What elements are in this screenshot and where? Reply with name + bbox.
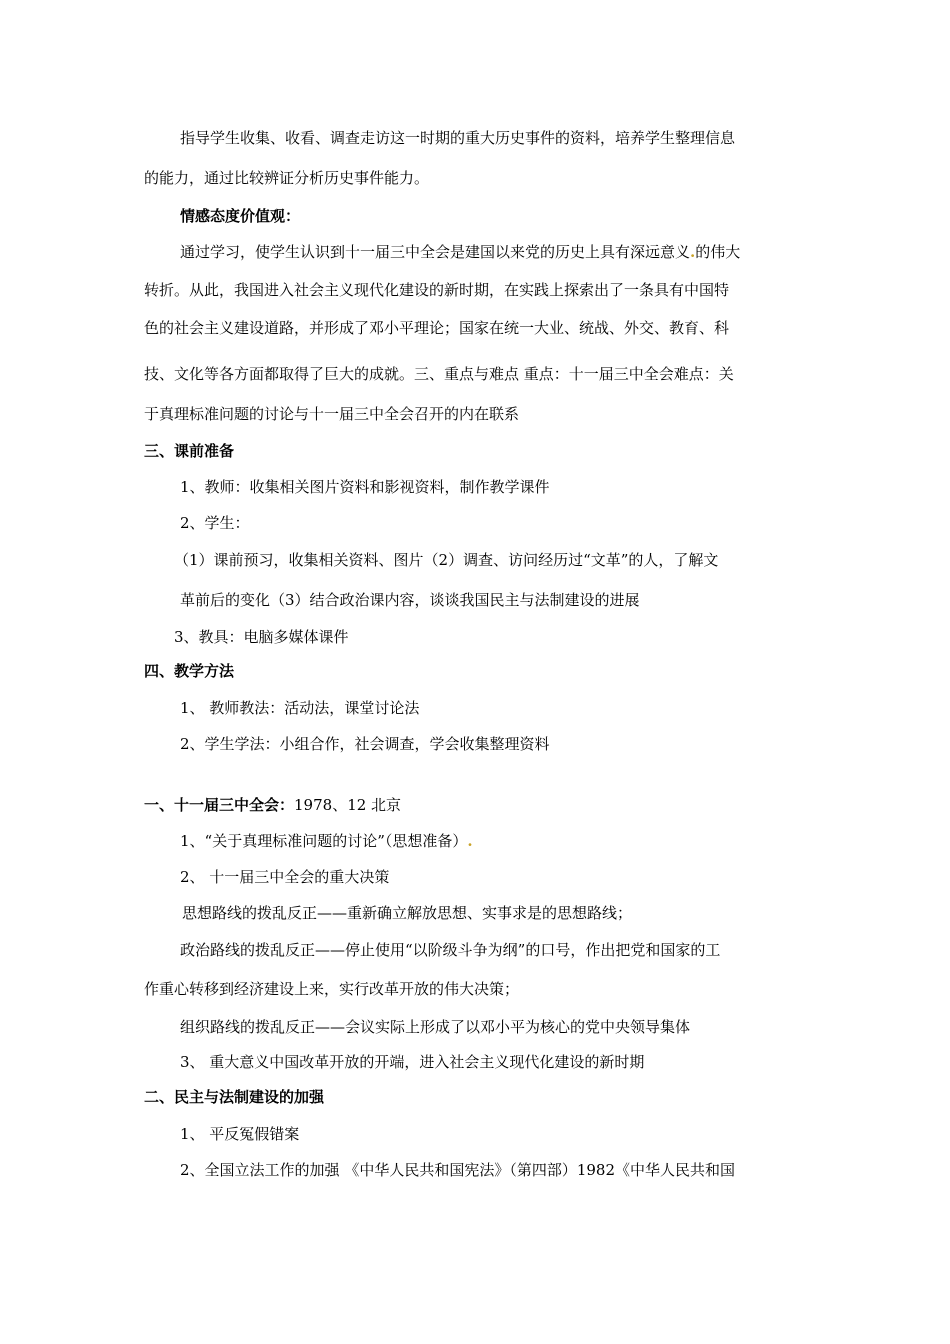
- list-item: 1、 教师教法：活动法，课堂讨论法: [180, 699, 420, 717]
- paragraph-line: 作重心转移到经济建设上来，实行改革开放的伟大决策；: [144, 980, 520, 998]
- paragraph-text: 的伟大: [695, 243, 741, 261]
- section-heading-democracy: 二、民主与法制建设的加强: [144, 1088, 325, 1106]
- section-heading-plenum: [144, 795, 401, 815]
- paragraph-line: 的能力，通过比较辨证分析历史事件能力。: [144, 169, 430, 187]
- paragraph-line: 色的社会主义建设道路，并形成了邓小平理论；国家在统一大业、统战、外交、教育、科: [144, 319, 730, 337]
- list-item: 1、教师：收集相关图片资料和影视资料，制作教学课件: [180, 478, 550, 496]
- highlight-mark: .: [467, 832, 473, 850]
- list-item: 2、学生学法：小组合作，社会调查，学会收集整理资料: [180, 735, 550, 753]
- paragraph-text: 通过学习，使学生认识到十一届三中全会是建国以来党的历史上具有深远意义: [180, 243, 691, 261]
- heading-text: 一、十一届三中全会：: [144, 796, 295, 814]
- paragraph-line: [180, 242, 740, 262]
- paragraph-line: 于真理标准问题的讨论与十一届三中全会召开的内在联系: [144, 405, 520, 423]
- highlight-mark: .: [690, 243, 696, 261]
- list-item: 2、学生：: [180, 514, 250, 532]
- paragraph-line: （1）课前预习，收集相关资料、图片（2）调查、访问经历过“文革”的人，了解文: [174, 551, 719, 569]
- list-item: 2、 十一届三中全会的重大决策: [180, 868, 390, 886]
- section-heading-attitude: 情感态度价值观：: [180, 207, 301, 225]
- heading-detail: 1978、12 北京: [294, 796, 402, 814]
- paragraph-line: 技、文化等各方面都取得了巨大的成就。三、重点与难点 重点：十一届三中全会难点：关: [144, 365, 734, 383]
- list-item: 3、教具：电脑多媒体课件: [174, 628, 349, 646]
- section-heading-methods: 四、教学方法: [144, 662, 235, 680]
- paragraph-line: 思想路线的拨乱反正——重新确立解放思想、实事求是的思想路线；: [182, 904, 633, 922]
- paragraph-line: 组织路线的拨乱反正——会议实际上形成了以邓小平为核心的党中央领导集体: [180, 1018, 691, 1036]
- list-item: [180, 831, 473, 851]
- list-item: 1、 平反冤假错案: [180, 1125, 300, 1143]
- paragraph-line: 转折。从此，我国进入社会主义现代化建设的新时期，在实践上探索出了一条具有中国特: [144, 281, 730, 299]
- list-item-text: 1、“关于真理标准问题的讨论”（思想准备）: [180, 832, 468, 850]
- paragraph-line: 革前后的变化（3）结合政治课内容，谈谈我国民主与法制建设的进展: [180, 591, 640, 609]
- list-item: 3、 重大意义中国改革开放的开端，进入社会主义现代化建设的新时期: [180, 1053, 645, 1071]
- list-item: 2、全国立法工作的加强 《中华人民共和国宪法》（第四部）1982《中华人民共和国: [180, 1161, 735, 1179]
- paragraph-line: 政治路线的拨乱反正——停止使用“以阶级斗争为纲”的口号，作出把党和国家的工: [180, 941, 721, 959]
- section-heading-preparation: 三、课前准备: [144, 442, 235, 460]
- paragraph-line: 指导学生收集、收看、调查走访这一时期的重大历史事件的资料，培养学生整理信息: [180, 129, 736, 147]
